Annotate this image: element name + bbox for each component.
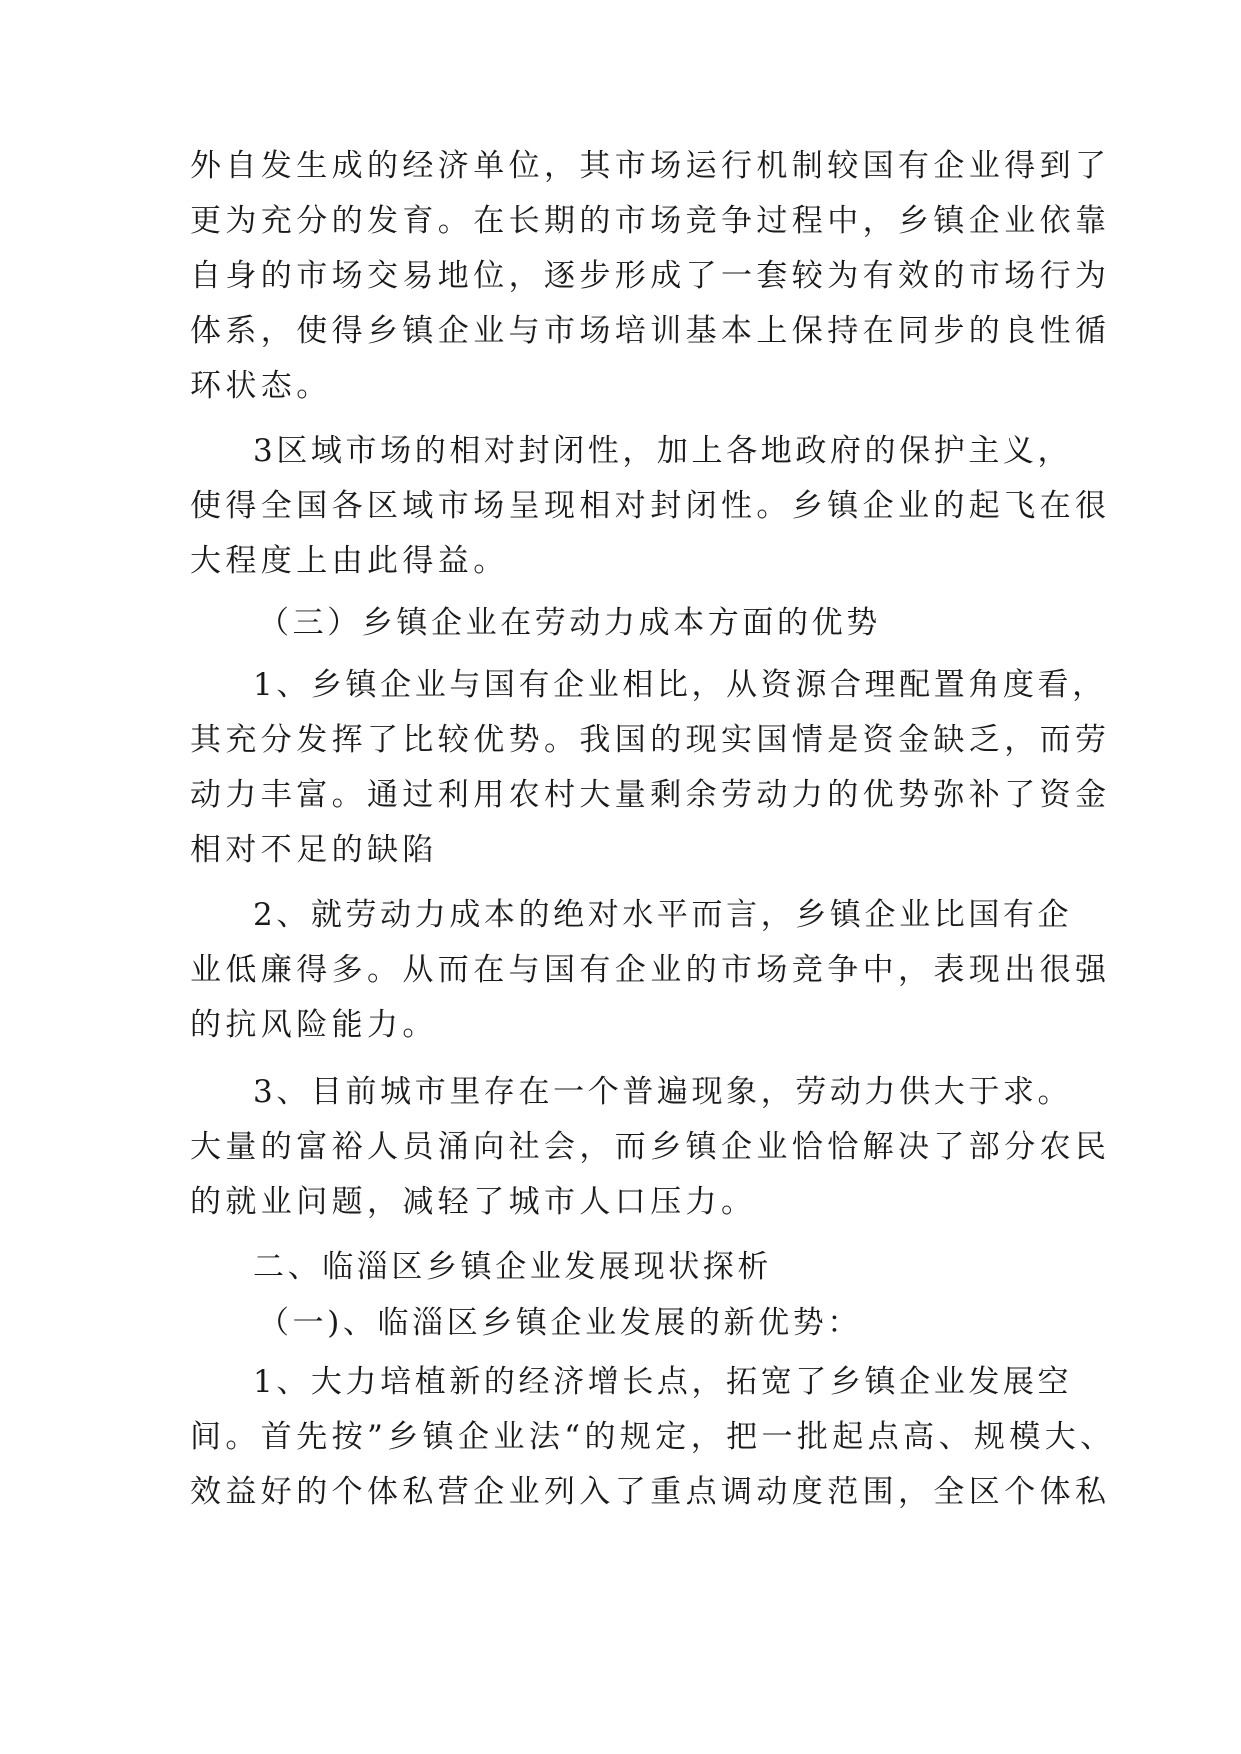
text-line: 1、乡镇企业与国有企业相比，从资源合理配置角度看， <box>253 667 1107 703</box>
text-line: 业低廉得多。从而在与国有企业的市场竞争中，表现出很强 <box>190 952 1111 988</box>
text-line: 其充分发挥了比较优势。我国的现实国情是资金缺乏，而劳 <box>190 722 1111 758</box>
text-line: 的就业问题，减轻了城市人口压力。 <box>190 1184 757 1220</box>
text-line: 体系，使得乡镇企业与市场培训基本上保持在同步的良性循 <box>190 313 1111 349</box>
text-line: 更为充分的发育。在长期的市场竞争过程中，乡镇企业依靠 <box>190 203 1111 239</box>
text-line: 大量的富裕人员涌向社会，而乡镇企业恰恰解决了部分农民 <box>190 1129 1111 1165</box>
text-line: 3区域市场的相对封闭性，加上各地政府的保护主义， <box>253 433 1073 469</box>
text-line: 相对不足的缺陷 <box>190 832 438 868</box>
text-line: 效益好的个体私营企业列入了重点调动度范围，全区个体私 <box>190 1474 1111 1510</box>
section-heading: （三）乡镇企业在劳动力成本方面的优势 <box>258 605 881 641</box>
text-line: 大程度上由此得益。 <box>190 543 509 579</box>
text-line: 间。首先按”乡镇企业法“的规定，把一批起点高、规模大、 <box>190 1419 1116 1455</box>
text-line: 2、就劳动力成本的绝对水平而言，乡镇企业比国有企 <box>253 897 1073 933</box>
text-line: 3、目前城市里存在一个普遍现象，劳动力供大于求。 <box>253 1074 1073 1110</box>
text-line: 使得全国各区域市场呈现相对封闭性。乡镇企业的起飞在很 <box>190 488 1111 524</box>
text-line: 的抗风险能力。 <box>190 1007 438 1043</box>
text-line: 动力丰富。通过利用农村大量剩余劳动力的优势弥补了资金 <box>190 777 1111 813</box>
text-line: 外自发生成的经济单位，其市场运行机制较国有企业得到了 <box>190 148 1111 184</box>
text-line: 自身的市场交易地位，逐步形成了一套较为有效的市场行为 <box>190 258 1111 294</box>
subsection-heading: （一)、临淄区乡镇企业发展的新优势： <box>258 1305 862 1341</box>
section-heading: 二、临淄区乡镇企业发展现状探析 <box>253 1249 772 1285</box>
text-line: 1、大力培植新的经济增长点，拓宽了乡镇企业发展空 <box>253 1364 1073 1400</box>
text-line: 环状态。 <box>190 368 332 404</box>
